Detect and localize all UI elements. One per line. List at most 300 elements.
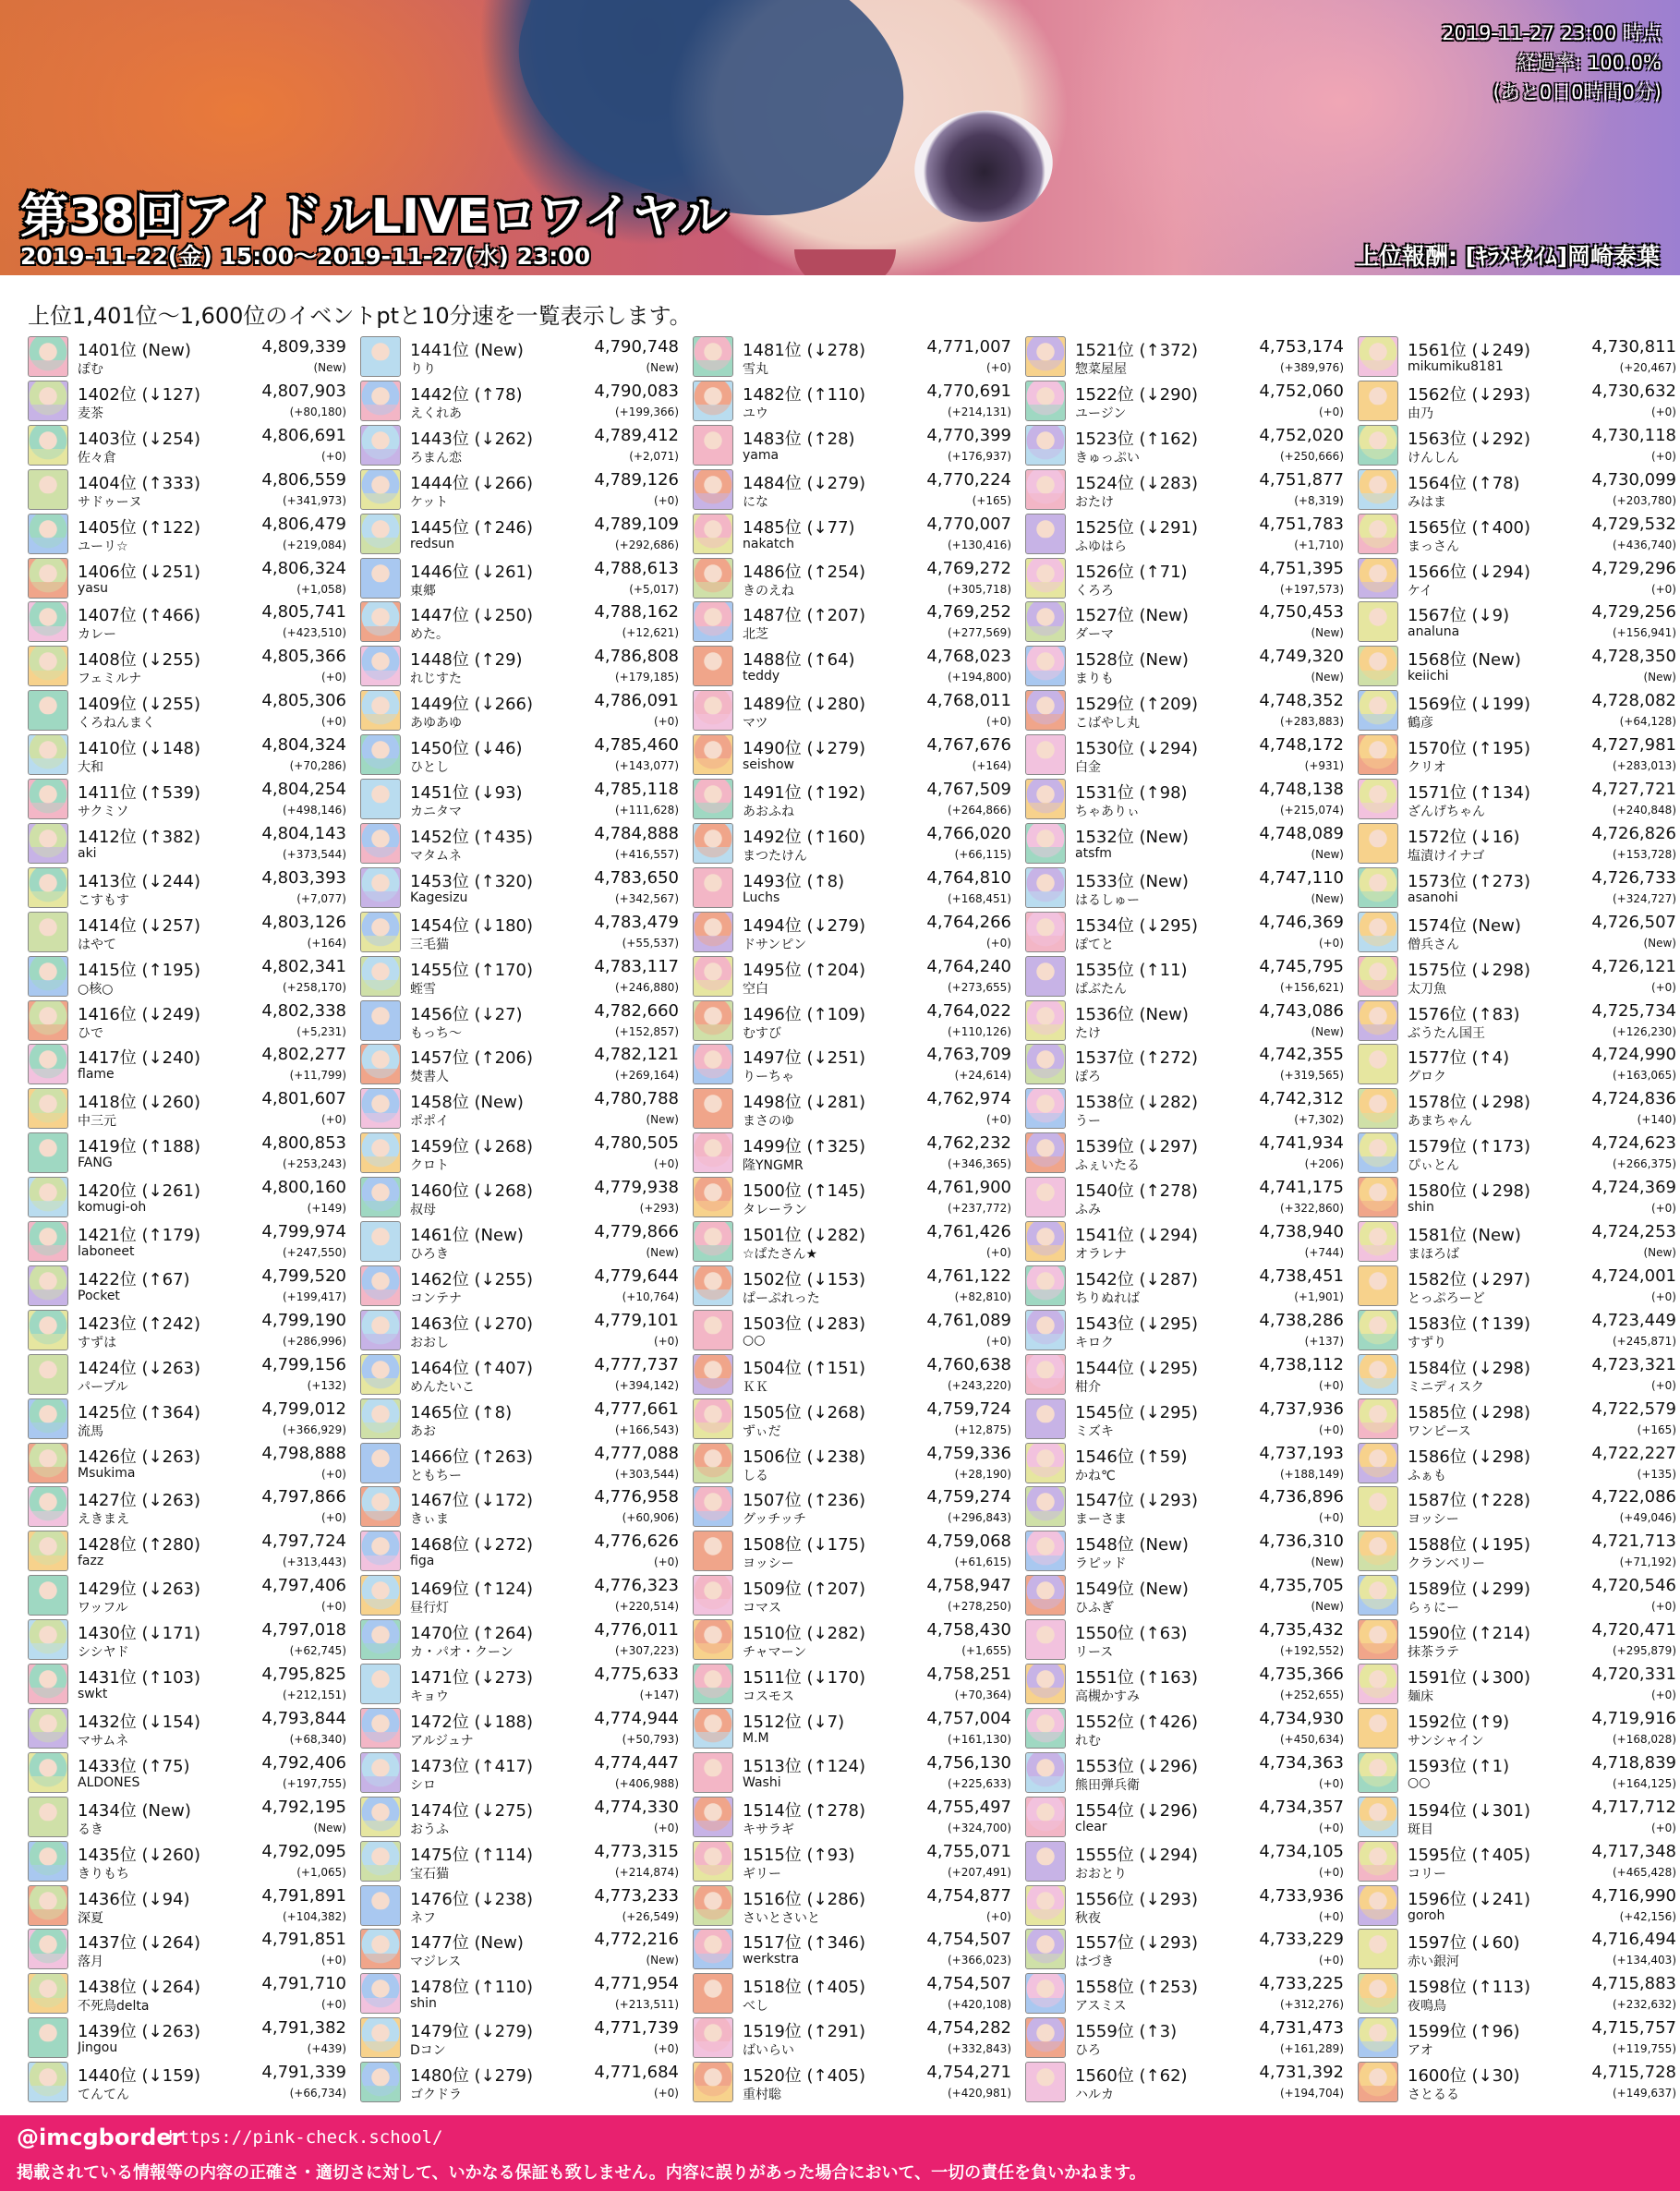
- rank-label: 1524位 (↓283): [1075, 473, 1199, 493]
- rank-label: 1568位 (New): [1408, 650, 1521, 671]
- rank-label: 1587位 (↑228): [1408, 1491, 1531, 1511]
- event-points: 4,805,366: [261, 647, 346, 667]
- producer-name: shin: [1408, 1200, 1434, 1216]
- ten-min-speed: (+163,065): [1612, 1069, 1676, 1083]
- ten-min-speed: (+152,857): [614, 1024, 679, 1038]
- producer-name: おおとり: [1075, 1866, 1127, 1882]
- idol-card-icon: [1025, 734, 1066, 775]
- event-points: 4,761,089: [926, 1310, 1011, 1330]
- rank-label: 1419位 (↑188): [78, 1137, 201, 1157]
- rank-label: 1556位 (↓293): [1075, 1889, 1199, 1909]
- rank-label: 1536位 (New): [1075, 1004, 1189, 1024]
- rank-label: 1436位 (↓94): [78, 1889, 190, 1909]
- event-points: 4,809,339: [261, 337, 346, 357]
- ranking-row: [360, 467, 679, 512]
- rank-label: 1487位 (↑207): [743, 606, 866, 626]
- ranking-row: [693, 1927, 1011, 1971]
- event-points: 4,791,710: [261, 1974, 346, 1994]
- event-points: 4,742,312: [1259, 1089, 1344, 1109]
- rank-label: 1553位 (↓296): [1075, 1756, 1199, 1776]
- event-points: 4,802,338: [261, 1000, 346, 1021]
- ten-min-speed: (+341,973): [282, 493, 346, 507]
- ranking-row: [1025, 2060, 1344, 2104]
- rank-label: 1418位 (↓260): [78, 1093, 201, 1113]
- site-url[interactable]: https://pink-check.school/: [168, 2127, 443, 2148]
- ranking-row: [360, 910, 679, 954]
- ten-min-speed: (+82,810): [954, 1289, 1011, 1303]
- rank-label: 1566位 (↓294): [1408, 562, 1531, 582]
- rank-label: 1456位 (↓27): [410, 1004, 523, 1024]
- rank-label: 1588位 (↓195): [1408, 1535, 1531, 1555]
- ten-min-speed: (+206): [1304, 1157, 1344, 1171]
- ten-min-speed: (+68,340): [289, 1732, 346, 1746]
- top-reward: 上位報酬: [ｷﾗﾒｷﾀｲﾑ]岡崎泰葉: [1355, 243, 1660, 270]
- event-points: 4,724,990: [1591, 1045, 1676, 1065]
- idol-card-icon: [1025, 1752, 1066, 1793]
- event-points: 4,799,012: [261, 1398, 346, 1419]
- ranking-row: [28, 1839, 346, 1883]
- idol-card-icon: [360, 1088, 401, 1129]
- ten-min-speed: (+258,170): [282, 980, 346, 994]
- rank-label: 1429位 (↓263): [78, 1580, 201, 1600]
- event-points: 4,804,324: [261, 735, 346, 756]
- producer-name: ○○: [743, 1332, 766, 1348]
- producer-name: 流馬: [78, 1423, 103, 1439]
- ranking-row: [1025, 1529, 1344, 1573]
- idol-card-icon: [360, 779, 401, 819]
- rank-label: 1525位 (↓291): [1075, 517, 1199, 538]
- rank-label: 1573位 (↑273): [1408, 871, 1531, 891]
- producer-name: うー: [1075, 1114, 1101, 1130]
- rank-label: 1498位 (↓281): [743, 1093, 866, 1113]
- producer-name: きぃま: [410, 1512, 449, 1528]
- event-points: 4,779,866: [594, 1222, 679, 1241]
- event-points: 4,734,930: [1259, 1708, 1344, 1728]
- ten-min-speed: (+28,190): [954, 1467, 1011, 1481]
- idol-card-icon: [360, 601, 401, 642]
- ranking-row: [28, 1175, 346, 1219]
- rank-label: 1441位 (New): [410, 341, 524, 360]
- producer-name: らぅにー: [1408, 1601, 1459, 1616]
- ten-min-speed: (+0): [653, 715, 679, 729]
- progress-rate: 経過率: 100.0%: [1517, 52, 1662, 74]
- ten-min-speed: (+0): [1318, 1954, 1344, 1967]
- ranking-row: [360, 1617, 679, 1662]
- ranking-row: [1358, 467, 1676, 512]
- producer-name: 麺床: [1408, 1689, 1433, 1704]
- ranking-row: [1025, 1706, 1344, 1750]
- ranking-row: [28, 467, 346, 512]
- idol-card-icon: [693, 1354, 733, 1395]
- event-points: 4,730,632: [1591, 381, 1676, 401]
- producer-name: 塩漬けイナゴ: [1408, 848, 1485, 864]
- rank-label: 1547位 (↓293): [1075, 1491, 1199, 1511]
- rank-label: 1508位 (↓175): [743, 1535, 866, 1555]
- rank-label: 1477位 (New): [410, 1933, 524, 1954]
- ranking-row: [360, 999, 679, 1043]
- idol-card-icon: [28, 336, 68, 377]
- producer-name: こばやし丸: [1075, 716, 1140, 732]
- event-points: 4,776,323: [594, 1576, 679, 1596]
- producer-name: キロク: [1075, 1335, 1114, 1350]
- event-points: 4,782,660: [594, 1000, 679, 1021]
- producer-name: キサラギ: [743, 1822, 794, 1837]
- idol-card-icon: [1025, 1486, 1066, 1527]
- rank-label: 1527位 (New): [1075, 606, 1189, 626]
- ten-min-speed: (+26,549): [622, 1909, 679, 1923]
- ranking-row: [1358, 1352, 1676, 1397]
- event-points: 4,783,650: [594, 867, 679, 888]
- ranking-row: [1358, 334, 1676, 379]
- ranking-row: [1358, 1441, 1676, 1485]
- ten-min-speed: (+214,874): [614, 1865, 679, 1879]
- ten-min-speed: (+0): [1318, 1909, 1344, 1923]
- idol-card-icon: [28, 956, 68, 997]
- ten-min-speed: (+0): [985, 1113, 1011, 1127]
- ten-min-speed: (+194,800): [947, 671, 1011, 684]
- event-points: 4,759,274: [926, 1487, 1011, 1507]
- ranking-row: [693, 423, 1011, 467]
- ranking-row: [1358, 732, 1676, 777]
- ten-min-speed: (+0): [653, 1334, 679, 1348]
- event-points: 4,742,355: [1259, 1045, 1344, 1065]
- rank-label: 1489位 (↓280): [743, 695, 866, 715]
- ranking-row: [1025, 423, 1344, 467]
- ten-min-speed: (+0): [320, 1600, 346, 1614]
- ten-min-speed: (+0): [985, 936, 1011, 950]
- producer-name: マサムネ: [78, 1733, 129, 1749]
- rank-label: 1499位 (↑325): [743, 1137, 866, 1157]
- rank-label: 1433位 (↑75): [78, 1756, 190, 1776]
- producer-name: 熊田弾兵衛: [1075, 1777, 1140, 1793]
- rank-label: 1491位 (↑192): [743, 783, 866, 803]
- ranking-row: [693, 2015, 1011, 2060]
- producer-name: seishow: [743, 757, 794, 773]
- ten-min-speed: (+143,077): [614, 759, 679, 773]
- ten-min-speed: (+0): [320, 715, 346, 729]
- event-points: 4,761,900: [926, 1178, 1011, 1198]
- ranking-row: [1358, 599, 1676, 644]
- ten-min-speed: (+283,013): [1612, 759, 1676, 773]
- ranking-row: [360, 1086, 679, 1131]
- ranking-row: [28, 732, 346, 777]
- rank-label: 1500位 (↑145): [743, 1181, 866, 1202]
- ranking-row: [28, 1308, 346, 1352]
- ten-min-speed: (+0): [1318, 1511, 1344, 1525]
- idol-card-icon: [1025, 1708, 1066, 1749]
- producer-name: ヨッシー: [743, 1556, 794, 1572]
- ranking-row: [1025, 599, 1344, 644]
- ranking-row: [693, 954, 1011, 999]
- producer-name: nakatch: [743, 536, 794, 551]
- rank-label: 1428位 (↑280): [78, 1535, 201, 1555]
- rank-label: 1514位 (↑278): [743, 1800, 866, 1821]
- rank-label: 1402位 (↓127): [78, 384, 201, 405]
- ten-min-speed: (+250,666): [1279, 449, 1344, 463]
- producer-name: えきまえ: [78, 1512, 129, 1528]
- ranking-row: [28, 1573, 346, 1617]
- idol-card-icon: [360, 1619, 401, 1660]
- rank-label: 1460位 (↓268): [410, 1181, 534, 1202]
- idol-card-icon: [360, 912, 401, 952]
- idol-card-icon: [28, 1973, 68, 2014]
- twitter-handle[interactable]: @imcgborder: [17, 2124, 183, 2150]
- rank-label: 1444位 (↓266): [410, 473, 534, 493]
- rank-label: 1414位 (↓257): [78, 915, 201, 936]
- ten-min-speed: (+423,510): [282, 626, 346, 640]
- producer-name: 北芝: [743, 627, 768, 643]
- event-points: 4,770,007: [926, 514, 1011, 534]
- event-points: 4,715,728: [1591, 2063, 1676, 2083]
- idol-card-icon: [693, 601, 733, 642]
- producer-name: チャマーン: [743, 1645, 807, 1661]
- ranking-row: [28, 2015, 346, 2060]
- ranking-row: [360, 821, 679, 866]
- ten-min-speed: (+286,996): [282, 1334, 346, 1348]
- idol-card-icon: [1025, 1177, 1066, 1217]
- event-points: 4,772,216: [594, 1930, 679, 1950]
- ranking-row: [360, 2015, 679, 2060]
- ranking-row: [360, 1308, 679, 1352]
- event-title: 第38回アイドルLIVEロワイヤル: [20, 189, 728, 245]
- idol-card-icon: [28, 558, 68, 599]
- idol-card-icon: [1025, 1354, 1066, 1395]
- producer-name: ゴクドラ: [410, 2088, 462, 2103]
- producer-name: はやて: [78, 937, 116, 952]
- event-points: 4,731,473: [1259, 2018, 1344, 2039]
- event-points: 4,733,229: [1259, 1930, 1344, 1950]
- ten-min-speed: (+0): [985, 361, 1011, 374]
- producer-name: まさのゆ: [743, 1114, 794, 1130]
- rank-label: 1550位 (↑63): [1075, 1624, 1188, 1644]
- banner-art-mouth: [794, 249, 896, 275]
- producer-name: かね℃: [1075, 1468, 1116, 1483]
- ten-min-speed: (+366,023): [947, 1954, 1011, 1967]
- event-points: 4,791,339: [261, 2063, 346, 2083]
- producer-name: 鶴彦: [1408, 716, 1433, 732]
- rank-label: 1511位 (↓170): [743, 1668, 866, 1688]
- rank-label: 1565位 (↑400): [1408, 517, 1531, 538]
- event-points: 4,768,011: [926, 691, 1011, 711]
- ranking-row: [28, 1042, 346, 1086]
- producer-name: keiichi: [1408, 669, 1449, 684]
- idol-card-icon: [1025, 514, 1066, 554]
- ranking-row: [1358, 1706, 1676, 1750]
- ten-min-speed: (New): [1643, 1246, 1676, 1259]
- producer-name: アオ: [1408, 2043, 1433, 2059]
- event-points: 4,726,121: [1591, 956, 1676, 976]
- ten-min-speed: (+140): [1637, 1113, 1676, 1127]
- event-points: 4,770,224: [926, 469, 1011, 490]
- ranking-row: [1358, 688, 1676, 732]
- ten-min-speed: (+199,417): [282, 1289, 346, 1303]
- ranking-row: [360, 1131, 679, 1175]
- ranking-row: [360, 688, 679, 732]
- event-points: 4,715,757: [1591, 2018, 1676, 2039]
- idol-card-icon: [28, 425, 68, 466]
- producer-name: 惣菜屋屋: [1075, 362, 1127, 377]
- idol-card-icon: [28, 1132, 68, 1173]
- ten-min-speed: (+0): [1650, 1378, 1676, 1392]
- ten-min-speed: (+8,319): [1294, 493, 1344, 507]
- idol-card-icon: [360, 1177, 401, 1217]
- ten-min-speed: (+247,550): [282, 1246, 346, 1259]
- rank-label: 1501位 (↓282): [743, 1226, 866, 1245]
- ten-min-speed: (+264,866): [947, 804, 1011, 817]
- ranking-row: [1358, 1971, 1676, 2015]
- ten-min-speed: (+164): [972, 759, 1011, 773]
- event-points: 4,729,296: [1591, 558, 1676, 578]
- idol-card-icon: [693, 823, 733, 864]
- event-points: 4,759,336: [926, 1443, 1011, 1463]
- idol-card-icon: [693, 514, 733, 554]
- ten-min-speed: (+0): [1650, 1600, 1676, 1614]
- producer-name: ミニディスク: [1408, 1379, 1484, 1395]
- producer-name: きりもち: [78, 1866, 129, 1882]
- producer-name: ともちー: [410, 1468, 462, 1483]
- producer-name: ダーマ: [1075, 627, 1114, 643]
- ranking-row: [693, 1264, 1011, 1308]
- producer-name: ポポイ: [410, 1114, 449, 1130]
- ten-min-speed: (+342,567): [614, 891, 679, 905]
- idol-card-icon: [1025, 1929, 1066, 1969]
- producer-name: さいとさいと: [743, 1910, 820, 1926]
- ten-min-speed: (+7,077): [296, 891, 346, 905]
- ten-min-speed: (New): [1311, 671, 1344, 684]
- ranking-row: [1025, 467, 1344, 512]
- event-points: 4,722,086: [1591, 1487, 1676, 1507]
- rank-label: 1484位 (↓279): [743, 473, 866, 493]
- ranking-row: [28, 1706, 346, 1750]
- event-points: 4,776,626: [594, 1531, 679, 1552]
- ranking-row: [360, 2060, 679, 2104]
- ten-min-speed: (New): [646, 1246, 679, 1259]
- ranking-row: [1025, 1484, 1344, 1529]
- ranking-row: [693, 1397, 1011, 1441]
- event-points: 4,761,426: [926, 1222, 1011, 1241]
- idol-card-icon: [1358, 1619, 1398, 1660]
- producer-name: ひろ: [1075, 2043, 1101, 2059]
- ten-min-speed: (+373,544): [282, 847, 346, 861]
- event-points: 4,799,974: [261, 1222, 346, 1241]
- event-points: 4,736,896: [1259, 1487, 1344, 1507]
- rank-label: 1552位 (↑426): [1075, 1712, 1199, 1732]
- rank-label: 1471位 (↓273): [410, 1668, 534, 1688]
- ten-min-speed: (+0): [653, 1157, 679, 1171]
- ten-min-speed: (+197,755): [282, 1776, 346, 1790]
- rank-label: 1541位 (↓294): [1075, 1226, 1199, 1245]
- idol-card-icon: [28, 601, 68, 642]
- ranking-row: [1358, 1750, 1676, 1795]
- ten-min-speed: (+0): [1650, 582, 1676, 596]
- idol-card-icon: [28, 1885, 68, 1926]
- ten-min-speed: (+110,126): [947, 1024, 1011, 1038]
- ranking-row: [360, 1529, 679, 1573]
- rank-label: 1554位 (↓296): [1075, 1800, 1199, 1821]
- event-points: 4,801,607: [261, 1089, 346, 1109]
- rank-label: 1578位 (↓298): [1408, 1093, 1531, 1113]
- idol-card-icon: [28, 779, 68, 819]
- ranking-row: [360, 1839, 679, 1883]
- idol-card-icon: [1025, 1664, 1066, 1704]
- event-points: 4,738,286: [1259, 1310, 1344, 1330]
- producer-name: ＫＫ: [743, 1379, 768, 1395]
- event-points: 4,724,253: [1591, 1222, 1676, 1241]
- rank-label: 1577位 (↑4): [1408, 1048, 1510, 1069]
- producer-name: ヨッシー: [1408, 1512, 1459, 1528]
- ranking-row: [693, 1219, 1011, 1264]
- timestamp: 2019-11-27 23:00 時点: [1442, 22, 1662, 44]
- producer-name: はるしゅー: [1075, 892, 1140, 908]
- idol-card-icon: [1025, 336, 1066, 377]
- producer-name: ふみ: [1075, 1203, 1101, 1218]
- rank-label: 1410位 (↓148): [78, 739, 201, 759]
- idol-card-icon: [693, 1486, 733, 1527]
- idol-card-icon: [693, 336, 733, 377]
- producer-name: ふゆはら: [1075, 539, 1127, 554]
- ranking-row: [28, 1883, 346, 1928]
- idol-card-icon: [1025, 1443, 1066, 1483]
- rank-label: 1589位 (↓299): [1408, 1580, 1531, 1600]
- event-points: 4,738,112: [1259, 1354, 1344, 1374]
- idol-card-icon: [28, 1531, 68, 1571]
- ranking-row: [1025, 1441, 1344, 1485]
- producer-name: カ・パオ・クーン: [410, 1645, 514, 1661]
- idol-card-icon: [28, 1398, 68, 1439]
- rank-label: 1450位 (↓46): [410, 739, 523, 759]
- event-points: 4,803,393: [261, 867, 346, 888]
- event-points: 4,770,399: [926, 425, 1011, 445]
- event-points: 4,799,190: [261, 1310, 346, 1330]
- event-points: 4,793,844: [261, 1708, 346, 1728]
- ranking-row: [360, 1264, 679, 1308]
- producer-name: にな: [743, 494, 768, 510]
- ten-min-speed: (+225,633): [947, 1776, 1011, 1790]
- ranking-row: [1025, 1617, 1344, 1662]
- event-points: 4,777,737: [594, 1354, 679, 1374]
- ranking-row: [1025, 1264, 1344, 1308]
- producer-name: 深夏: [78, 1910, 103, 1926]
- idol-card-icon: [360, 381, 401, 421]
- producer-name: ふぁも: [1408, 1468, 1446, 1483]
- producer-name: werkstra: [743, 1952, 800, 1967]
- ten-min-speed: (+252,655): [1279, 1689, 1344, 1701]
- ranking-row: [1025, 1308, 1344, 1352]
- idol-card-icon: [693, 558, 733, 599]
- event-points: 4,719,916: [1591, 1708, 1676, 1728]
- producer-name: ケイ: [1408, 583, 1433, 599]
- ten-min-speed: (+296,843): [947, 1511, 1011, 1525]
- producer-name: Kagesizu: [410, 890, 468, 905]
- idol-card-icon: [693, 1310, 733, 1350]
- idol-card-icon: [360, 1929, 401, 1969]
- rank-label: 1463位 (↓270): [410, 1313, 534, 1334]
- rank-label: 1437位 (↓264): [78, 1933, 201, 1954]
- producer-name: Jingou: [78, 2040, 118, 2056]
- idol-card-icon: [1358, 514, 1398, 554]
- ten-min-speed: (+61,615): [954, 1555, 1011, 1569]
- producer-name: コンテナ: [410, 1290, 462, 1306]
- idol-card-icon: [28, 734, 68, 775]
- ten-min-speed: (+207,491): [947, 1865, 1011, 1879]
- ranking-row: [360, 1795, 679, 1839]
- rank-label: 1413位 (↓244): [78, 871, 201, 891]
- ranking-row: [1358, 379, 1676, 423]
- ranking-row: [693, 1529, 1011, 1573]
- event-points: 4,754,507: [926, 1930, 1011, 1950]
- rank-label: 1537位 (↑272): [1075, 1048, 1199, 1069]
- rank-label: 1488位 (↑64): [743, 650, 855, 671]
